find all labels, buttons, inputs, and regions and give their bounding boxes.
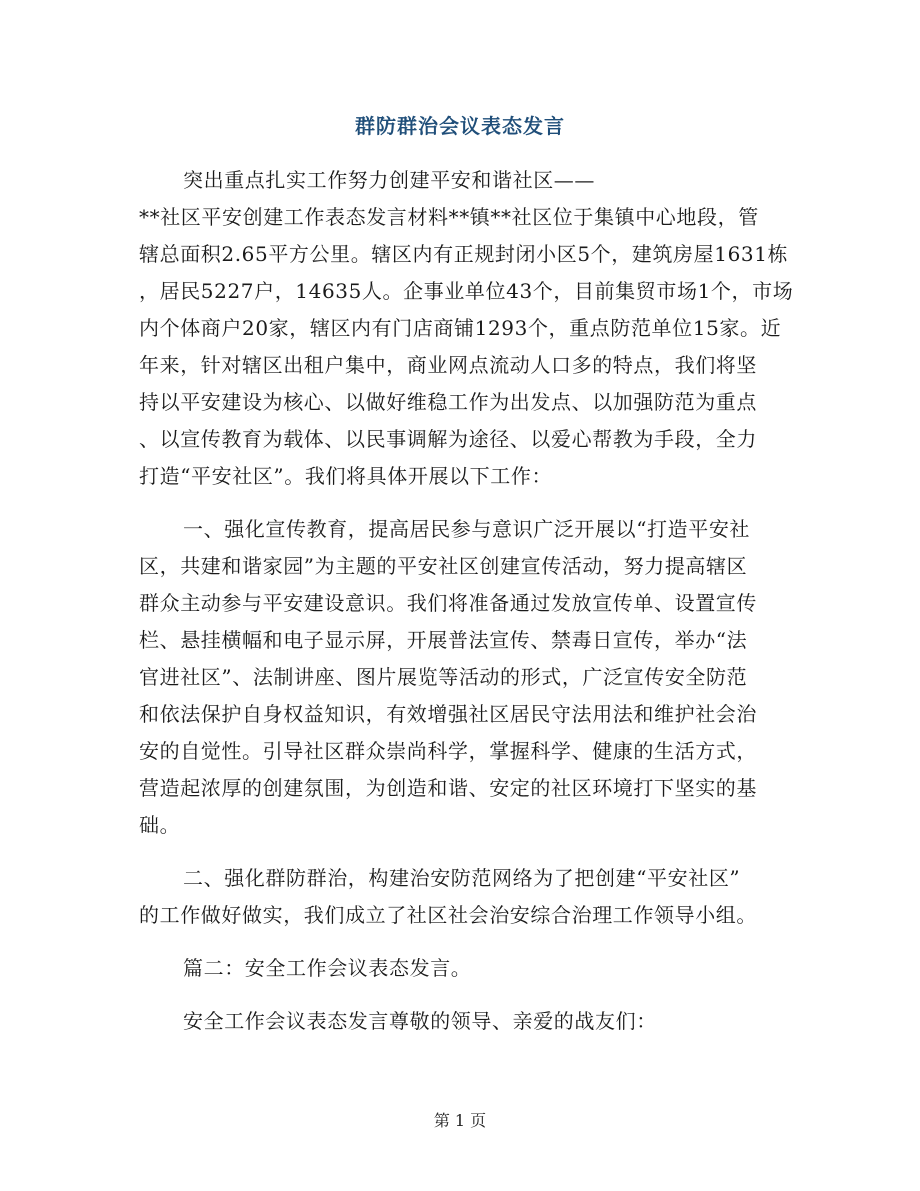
body-line: 一、强化宣传教育，提高居民参与意识广泛开展以“打造平安社 <box>183 517 751 541</box>
body-line: 安的自觉性。引导社区群众崇尚科学，掌握科学、健康的生活方式， <box>139 739 757 763</box>
document-body <box>139 162 794 1040</box>
body-line: 栏、悬挂横幅和电子显示屏，开展普法宣传、禁毒日宣传，举办“法 <box>139 628 748 652</box>
body-line: 突出重点扎实工作努力创建平安和谐社区—— <box>183 168 595 192</box>
body-line: 打造“平安社区”。我们将具体开展以下工作： <box>139 464 553 488</box>
body-line: 持以平安建设为核心、以做好维稳工作为出发点、以加强防范为重点 <box>139 390 757 414</box>
body-line: 官进社区”、法制讲座、图片展览等活动的形式，广泛宣传安全防范 <box>139 665 748 689</box>
body-line: 二、强化群防群治，构建治安防范网络为了把创建“平安社区” <box>183 866 741 890</box>
body-line: **社区平安创建工作表态发言材料**镇**社区位于集镇中心地段，管 <box>139 205 759 229</box>
page-number: 第 1 页 <box>433 1111 487 1130</box>
body-line: 和依法保护自身权益知识，有效增强社区居民守法用法和维护社会治 <box>139 702 757 726</box>
document-title: 群防群治会议表态发言 <box>355 114 565 138</box>
body-line: 辖总面积2.65平方公里。辖区内有正规封闭小区5个，建筑房屋1631栋 <box>139 242 789 266</box>
body-line: 的工作做好做实，我们成立了社区社会治安综合治理工作领导小组。 <box>139 903 757 927</box>
body-line: 群众主动参与平安建设意识。我们将准备通过发放宣传单、设置宣传 <box>139 591 757 615</box>
body-line: ，居民5227户，14635人。企事业单位43个，目前集贸市场1个，市场 <box>139 279 794 303</box>
body-line: 础。 <box>139 813 181 837</box>
body-line: 营造起浓厚的创建氛围，为创造和谐、安定的社区环境打下坚实的基 <box>139 776 757 800</box>
body-line: 篇二：安全工作会议表态发言。 <box>183 956 472 980</box>
body-line: 内个体商户20家，辖区内有门店商铺1293个，重点防范单位15家。近 <box>139 316 782 340</box>
body-line: 安全工作会议表态发言尊敬的领导、亲爱的战友们： <box>183 1009 657 1033</box>
body-line: 、以宣传教育为载体、以民事调解为途径、以爱心帮教为手段，全力 <box>139 427 757 451</box>
body-line: 区，共建和谐家园”为主题的平安社区创建宣传活动，努力提高辖区 <box>139 554 748 578</box>
body-line: 年来，针对辖区出租户集中，商业网点流动人口多的特点，我们将坚 <box>139 353 757 377</box>
